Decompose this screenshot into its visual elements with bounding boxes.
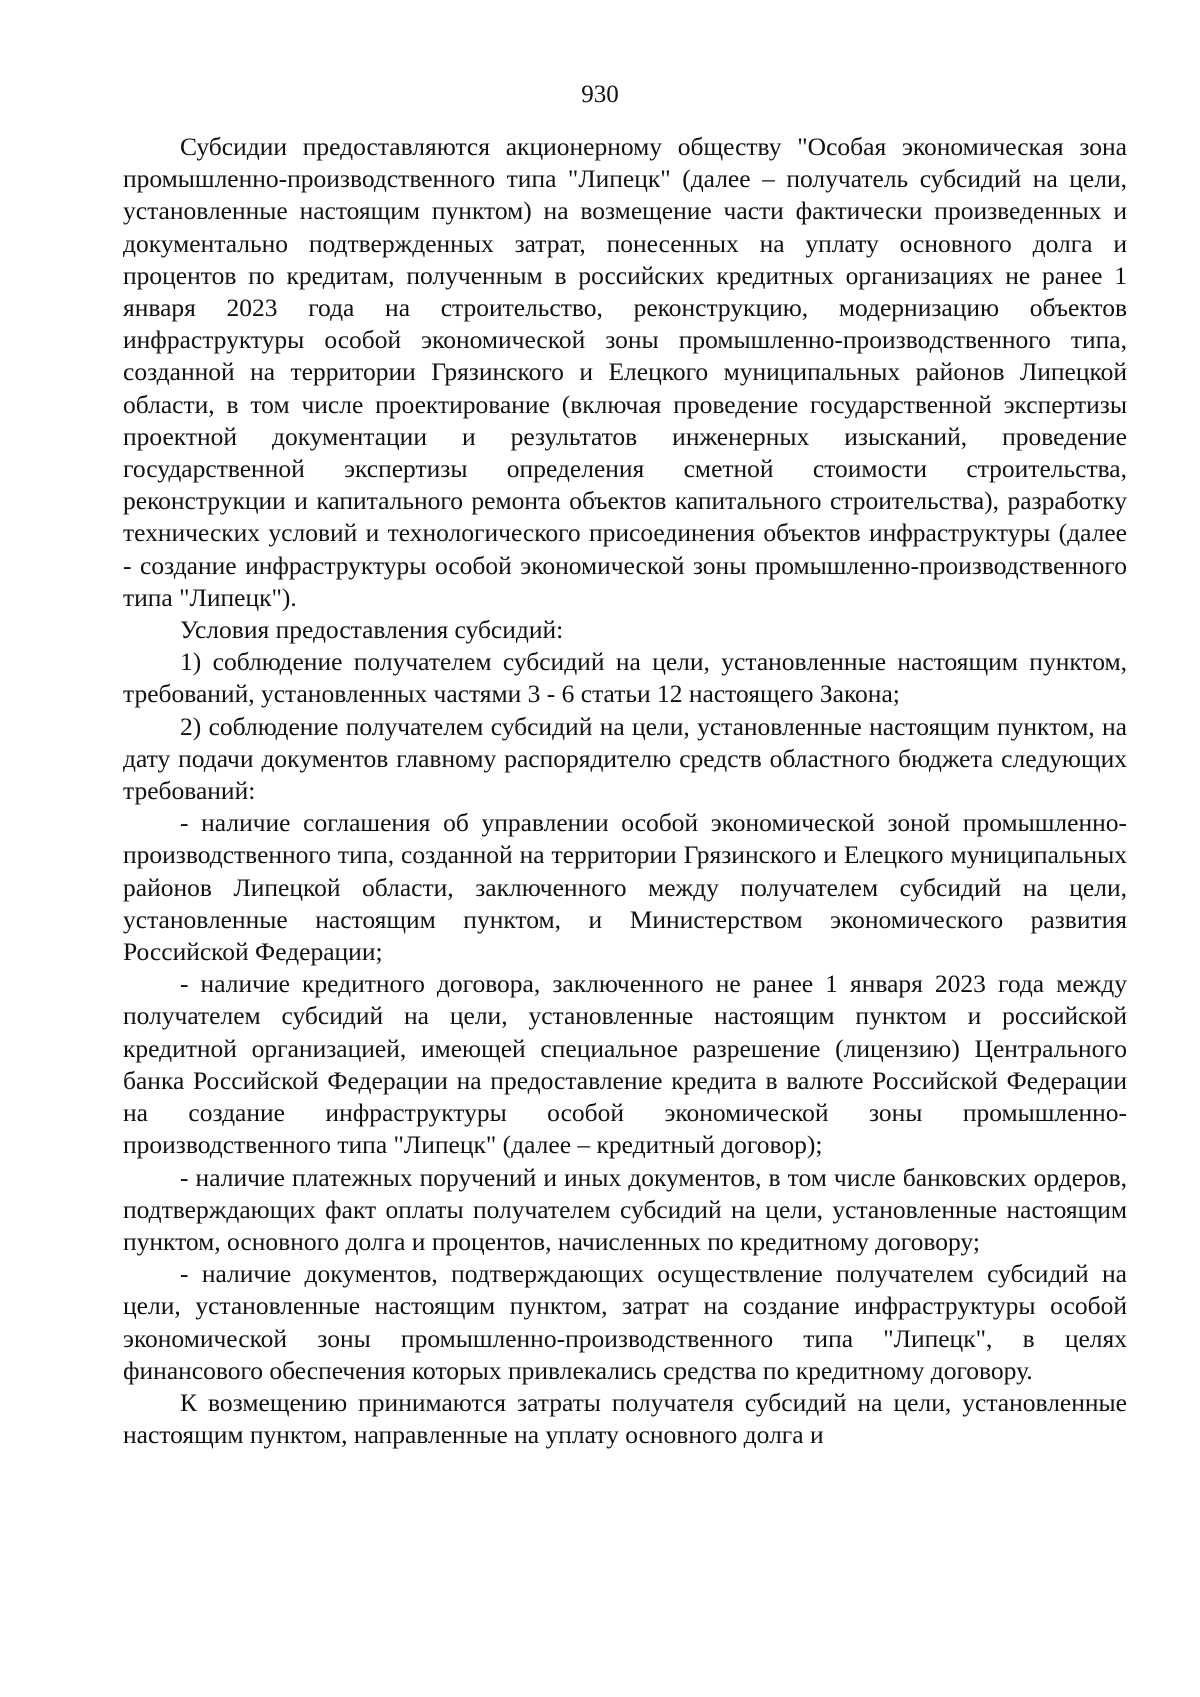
- page-number: 930: [581, 81, 619, 108]
- paragraph-requirement-expense-documents: - наличие документов, подтверждающих осуществление получателем субсидий на цели, установленные настоящим пунктом, затрат на создание инфраструктуры особой экономической зоны промышленно-производственного типа "Липецк", в целях финансового обеспечения которых привлекались средства по кредитному договору.: [123, 1259, 1127, 1385]
- paragraph-conditions-heading: Условия предоставления субсидий:: [180, 615, 564, 645]
- paragraph-requirement-payment-orders: - наличие платежных поручений и иных документов, в том числе банковских ордеров, подтверждающих факт оплаты получателем субсидий на цели, установленные настоящим пунктом, основного долга и процентов, начисленных по кредитному договору;: [123, 1162, 1127, 1256]
- paragraph-requirement-agreement: - наличие соглашения об управлении особой экономической зоной промышленно-производственного типа, созданной на территории Грязинского и Елецкого муниципальных районов Липецкой области, заключенного между получателем субсидий на цели, установленные настоящим пунктом, и Министерством экономического развития Российской Федерации;: [123, 808, 1127, 967]
- paragraph-condition-2: 2) соблюдение получателем субсидий на цели, установленные настоящим пунктом, на дату подачи документов главному распорядителю средств областного бюджета следующих требований:: [123, 711, 1127, 806]
- paragraph-condition-1: 1) соблюдение получателем субсидий на цели, установленные настоящим пунктом, требований, установленных частями 3 - 6 статьи 12 настоящего Закона;: [123, 647, 1127, 709]
- paragraph-requirement-credit-contract: - наличие кредитного договора, заключенного не ранее 1 января 2023 года между получателем субсидий на цели, установленные настоящим пунктом и российской кредитной организацией, имеющей специальное разрешение (лицензию) Центрального банка Российской Федерации на предоставление кредита в валюте Российской Федерации на создание инфраструктуры особой экономической зоны промышленно-производственного типа "Липецк" (далее – кредитный договор);: [123, 969, 1127, 1160]
- paragraph-reimbursable-expenses: К возмещению принимаются затраты получателя субсидий на цели, установленные настоящим пунктом, направленные на уплату основного долга и: [123, 1387, 1127, 1450]
- paragraph-subsidy-recipient: Субсидии предоставляются акционерному обществу "Особая экономическая зона промышленно-производственного типа "Липецк" (далее – получатель субсидий на цели, установленные настоящим пунктом) на возмещение части фактически произведенных и документально подтвержденных затрат, понесенных на уплату основного долга и процентов по кредитам, полученным в российских кредитных организациях не ранее 1 января 2023 года на строительство, реконструкцию, модернизацию объектов инфраструктуры особой экономической зоны промышленно-производственного типа, созданной на территории Грязинского и Елецкого муниципальных районов Липецкой области, в том числе проектирование (включая проведение государственной экспертизы проектной документации и результатов инженерных изысканий, проведение государственной экспертизы определения сметной стоимости строительства, реконструкции и капитального ремонта объектов капитального строительства), разработку технических условий и технологического присоединения объектов инфраструктуры (далее - создание инфраструктуры особой экономической зоны промышленно-производственного типа "Липецк").: [123, 132, 1127, 612]
- document-body: [123, 131, 1127, 1451]
